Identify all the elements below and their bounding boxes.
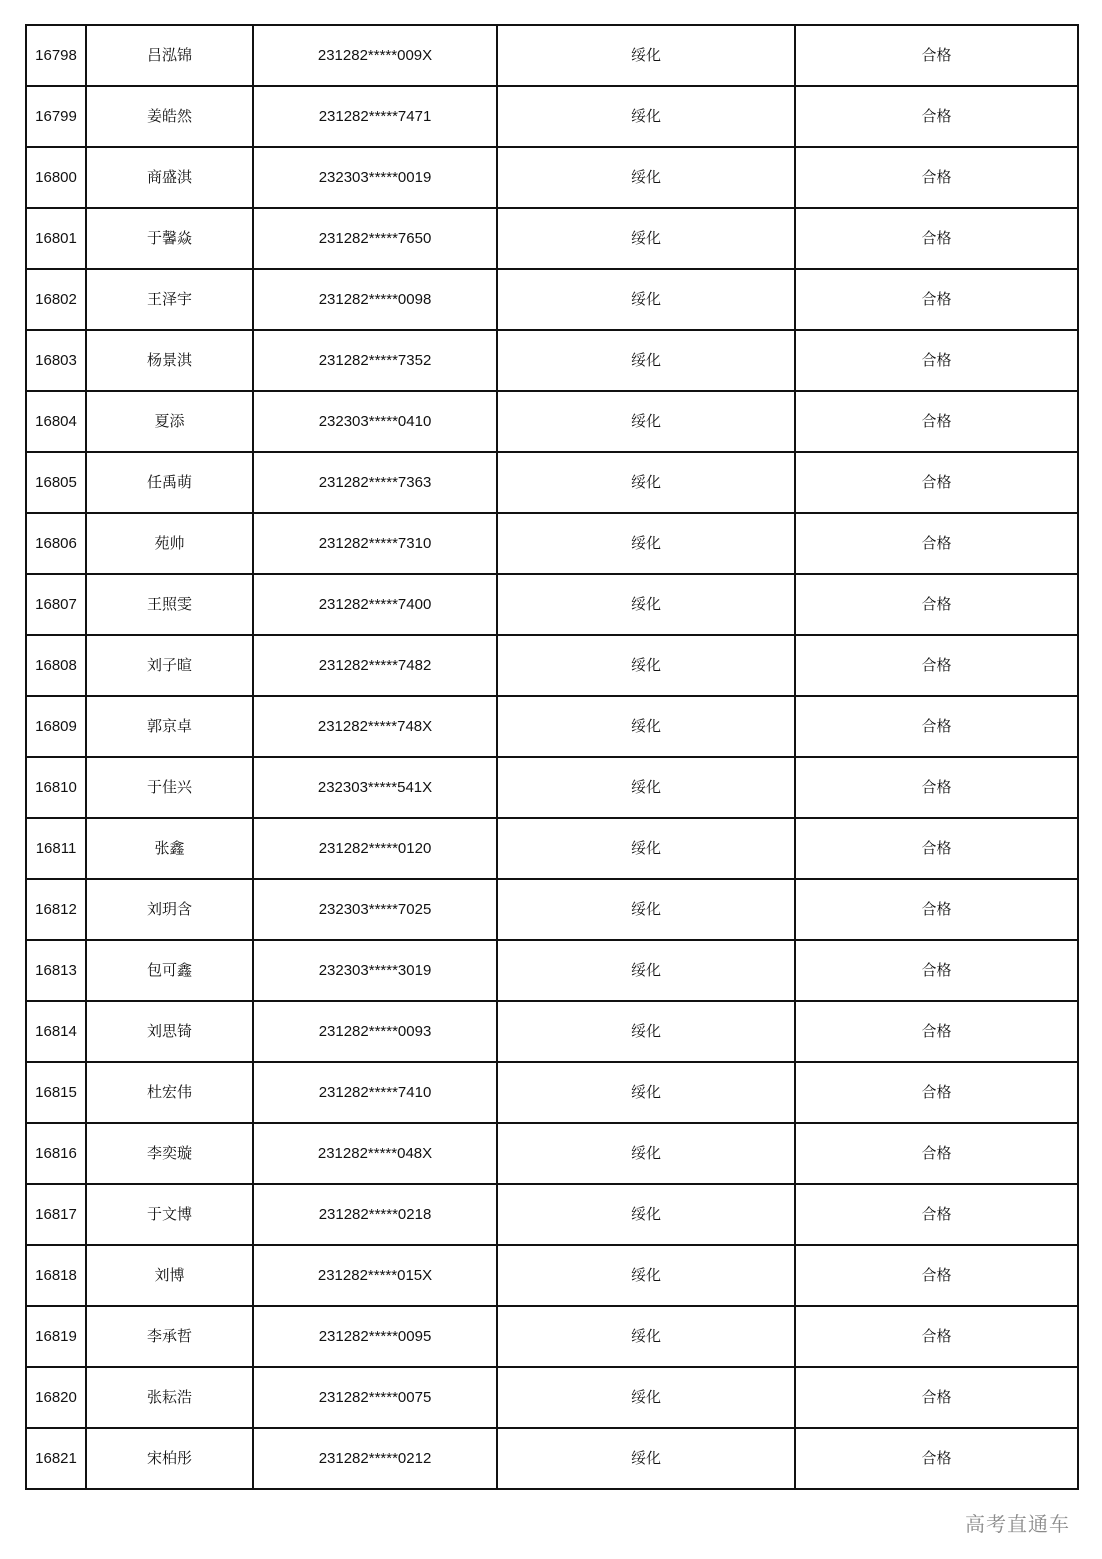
watermark-text: 高考直通车	[961, 1506, 1074, 1539]
result-cell: 合格	[795, 147, 1078, 208]
seq-cell: 16799	[26, 86, 86, 147]
result-cell: 合格	[795, 940, 1078, 1001]
name-cell: 张鑫	[86, 818, 253, 879]
seq-cell: 16815	[26, 1062, 86, 1123]
major-cell: 绥化	[497, 269, 795, 330]
major-cell: 绥化	[497, 86, 795, 147]
result-cell: 合格	[795, 1062, 1078, 1123]
table-row	[26, 1184, 1078, 1245]
id-cell: 231282*****7310	[253, 513, 497, 574]
table-row	[26, 269, 1078, 330]
major-cell: 绥化	[497, 452, 795, 513]
result-cell: 合格	[795, 1245, 1078, 1306]
seq-cell: 16819	[26, 1306, 86, 1367]
name-cell: 于馨焱	[86, 208, 253, 269]
seq-cell: 16813	[26, 940, 86, 1001]
result-cell: 合格	[795, 696, 1078, 757]
table-row	[26, 25, 1078, 86]
id-cell: 231282*****7471	[253, 86, 497, 147]
major-cell: 绥化	[497, 1245, 795, 1306]
name-cell: 包可鑫	[86, 940, 253, 1001]
result-cell: 合格	[795, 391, 1078, 452]
name-cell: 夏添	[86, 391, 253, 452]
major-cell: 绥化	[497, 1184, 795, 1245]
major-cell: 绥化	[497, 1367, 795, 1428]
name-cell: 商盛淇	[86, 147, 253, 208]
major-cell: 绥化	[497, 635, 795, 696]
seq-cell: 16803	[26, 330, 86, 391]
result-cell: 合格	[795, 330, 1078, 391]
table-row	[26, 1123, 1078, 1184]
name-cell: 姜皓然	[86, 86, 253, 147]
roster-table	[25, 24, 1079, 1490]
table-row	[26, 818, 1078, 879]
id-cell: 231282*****7650	[253, 208, 497, 269]
seq-cell: 16809	[26, 696, 86, 757]
id-cell: 231282*****009X	[253, 25, 497, 86]
result-cell: 合格	[795, 574, 1078, 635]
seq-cell: 16808	[26, 635, 86, 696]
major-cell: 绥化	[497, 25, 795, 86]
id-cell: 232303*****3019	[253, 940, 497, 1001]
seq-cell: 16806	[26, 513, 86, 574]
major-cell: 绥化	[497, 391, 795, 452]
id-cell: 232303*****541X	[253, 757, 497, 818]
result-cell: 合格	[795, 269, 1078, 330]
result-cell: 合格	[795, 1001, 1078, 1062]
result-cell: 合格	[795, 1428, 1078, 1489]
major-cell: 绥化	[497, 330, 795, 391]
name-cell: 杜宏伟	[86, 1062, 253, 1123]
name-cell: 杨景淇	[86, 330, 253, 391]
major-cell: 绥化	[497, 696, 795, 757]
major-cell: 绥化	[497, 513, 795, 574]
result-cell: 合格	[795, 25, 1078, 86]
id-cell: 231282*****048X	[253, 1123, 497, 1184]
id-cell: 231282*****748X	[253, 696, 497, 757]
table-row	[26, 513, 1078, 574]
id-cell: 231282*****0212	[253, 1428, 497, 1489]
result-cell: 合格	[795, 1184, 1078, 1245]
id-cell: 231282*****0093	[253, 1001, 497, 1062]
id-cell: 231282*****7482	[253, 635, 497, 696]
result-cell: 合格	[795, 86, 1078, 147]
result-cell: 合格	[795, 1306, 1078, 1367]
table-row	[26, 330, 1078, 391]
id-cell: 231282*****015X	[253, 1245, 497, 1306]
seq-cell: 16818	[26, 1245, 86, 1306]
table-row	[26, 86, 1078, 147]
name-cell: 刘思锜	[86, 1001, 253, 1062]
table-row	[26, 757, 1078, 818]
id-cell: 231282*****0095	[253, 1306, 497, 1367]
major-cell: 绥化	[497, 1428, 795, 1489]
table-row	[26, 452, 1078, 513]
id-cell: 231282*****0120	[253, 818, 497, 879]
seq-cell: 16812	[26, 879, 86, 940]
id-cell: 232303*****0019	[253, 147, 497, 208]
seq-cell: 16811	[26, 818, 86, 879]
result-cell: 合格	[795, 1123, 1078, 1184]
seq-cell: 16821	[26, 1428, 86, 1489]
table-row	[26, 1306, 1078, 1367]
name-cell: 刘子暄	[86, 635, 253, 696]
seq-cell: 16816	[26, 1123, 86, 1184]
table-row	[26, 574, 1078, 635]
name-cell: 王照雯	[86, 574, 253, 635]
result-cell: 合格	[795, 818, 1078, 879]
table-row	[26, 391, 1078, 452]
table-row	[26, 1062, 1078, 1123]
name-cell: 于文博	[86, 1184, 253, 1245]
result-cell: 合格	[795, 452, 1078, 513]
seq-cell: 16798	[26, 25, 86, 86]
name-cell: 郭京卓	[86, 696, 253, 757]
table-row	[26, 879, 1078, 940]
seq-cell: 16805	[26, 452, 86, 513]
id-cell: 231282*****7400	[253, 574, 497, 635]
name-cell: 刘博	[86, 1245, 253, 1306]
major-cell: 绥化	[497, 574, 795, 635]
table-row	[26, 940, 1078, 1001]
id-cell: 231282*****7352	[253, 330, 497, 391]
major-cell: 绥化	[497, 1306, 795, 1367]
name-cell: 吕泓锦	[86, 25, 253, 86]
table-row	[26, 696, 1078, 757]
major-cell: 绥化	[497, 147, 795, 208]
table-row	[26, 147, 1078, 208]
name-cell: 王泽宇	[86, 269, 253, 330]
id-cell: 232303*****0410	[253, 391, 497, 452]
seq-cell: 16820	[26, 1367, 86, 1428]
name-cell: 宋柏彤	[86, 1428, 253, 1489]
id-cell: 231282*****7410	[253, 1062, 497, 1123]
major-cell: 绥化	[497, 818, 795, 879]
seq-cell: 16802	[26, 269, 86, 330]
seq-cell: 16801	[26, 208, 86, 269]
major-cell: 绥化	[497, 879, 795, 940]
name-cell: 李奕璇	[86, 1123, 253, 1184]
table-row	[26, 1001, 1078, 1062]
table-row	[26, 635, 1078, 696]
table-row	[26, 208, 1078, 269]
major-cell: 绥化	[497, 1062, 795, 1123]
major-cell: 绥化	[497, 757, 795, 818]
name-cell: 李承哲	[86, 1306, 253, 1367]
seq-cell: 16814	[26, 1001, 86, 1062]
table-row	[26, 1245, 1078, 1306]
id-cell: 231282*****7363	[253, 452, 497, 513]
id-cell: 231282*****0098	[253, 269, 497, 330]
seq-cell: 16804	[26, 391, 86, 452]
name-cell: 于佳兴	[86, 757, 253, 818]
id-cell: 232303*****7025	[253, 879, 497, 940]
table-row	[26, 1367, 1078, 1428]
name-cell: 张耘浩	[86, 1367, 253, 1428]
name-cell: 任禹萌	[86, 452, 253, 513]
result-cell: 合格	[795, 879, 1078, 940]
result-cell: 合格	[795, 635, 1078, 696]
table-row	[26, 1428, 1078, 1489]
name-cell: 刘玥含	[86, 879, 253, 940]
name-cell: 苑帅	[86, 513, 253, 574]
id-cell: 231282*****0075	[253, 1367, 497, 1428]
seq-cell: 16810	[26, 757, 86, 818]
seq-cell: 16817	[26, 1184, 86, 1245]
result-cell: 合格	[795, 1367, 1078, 1428]
roster-body	[26, 25, 1078, 1489]
major-cell: 绥化	[497, 1123, 795, 1184]
result-cell: 合格	[795, 513, 1078, 574]
seq-cell: 16807	[26, 574, 86, 635]
major-cell: 绥化	[497, 208, 795, 269]
major-cell: 绥化	[497, 1001, 795, 1062]
id-cell: 231282*****0218	[253, 1184, 497, 1245]
major-cell: 绥化	[497, 940, 795, 1001]
seq-cell: 16800	[26, 147, 86, 208]
result-cell: 合格	[795, 208, 1078, 269]
result-cell: 合格	[795, 757, 1078, 818]
